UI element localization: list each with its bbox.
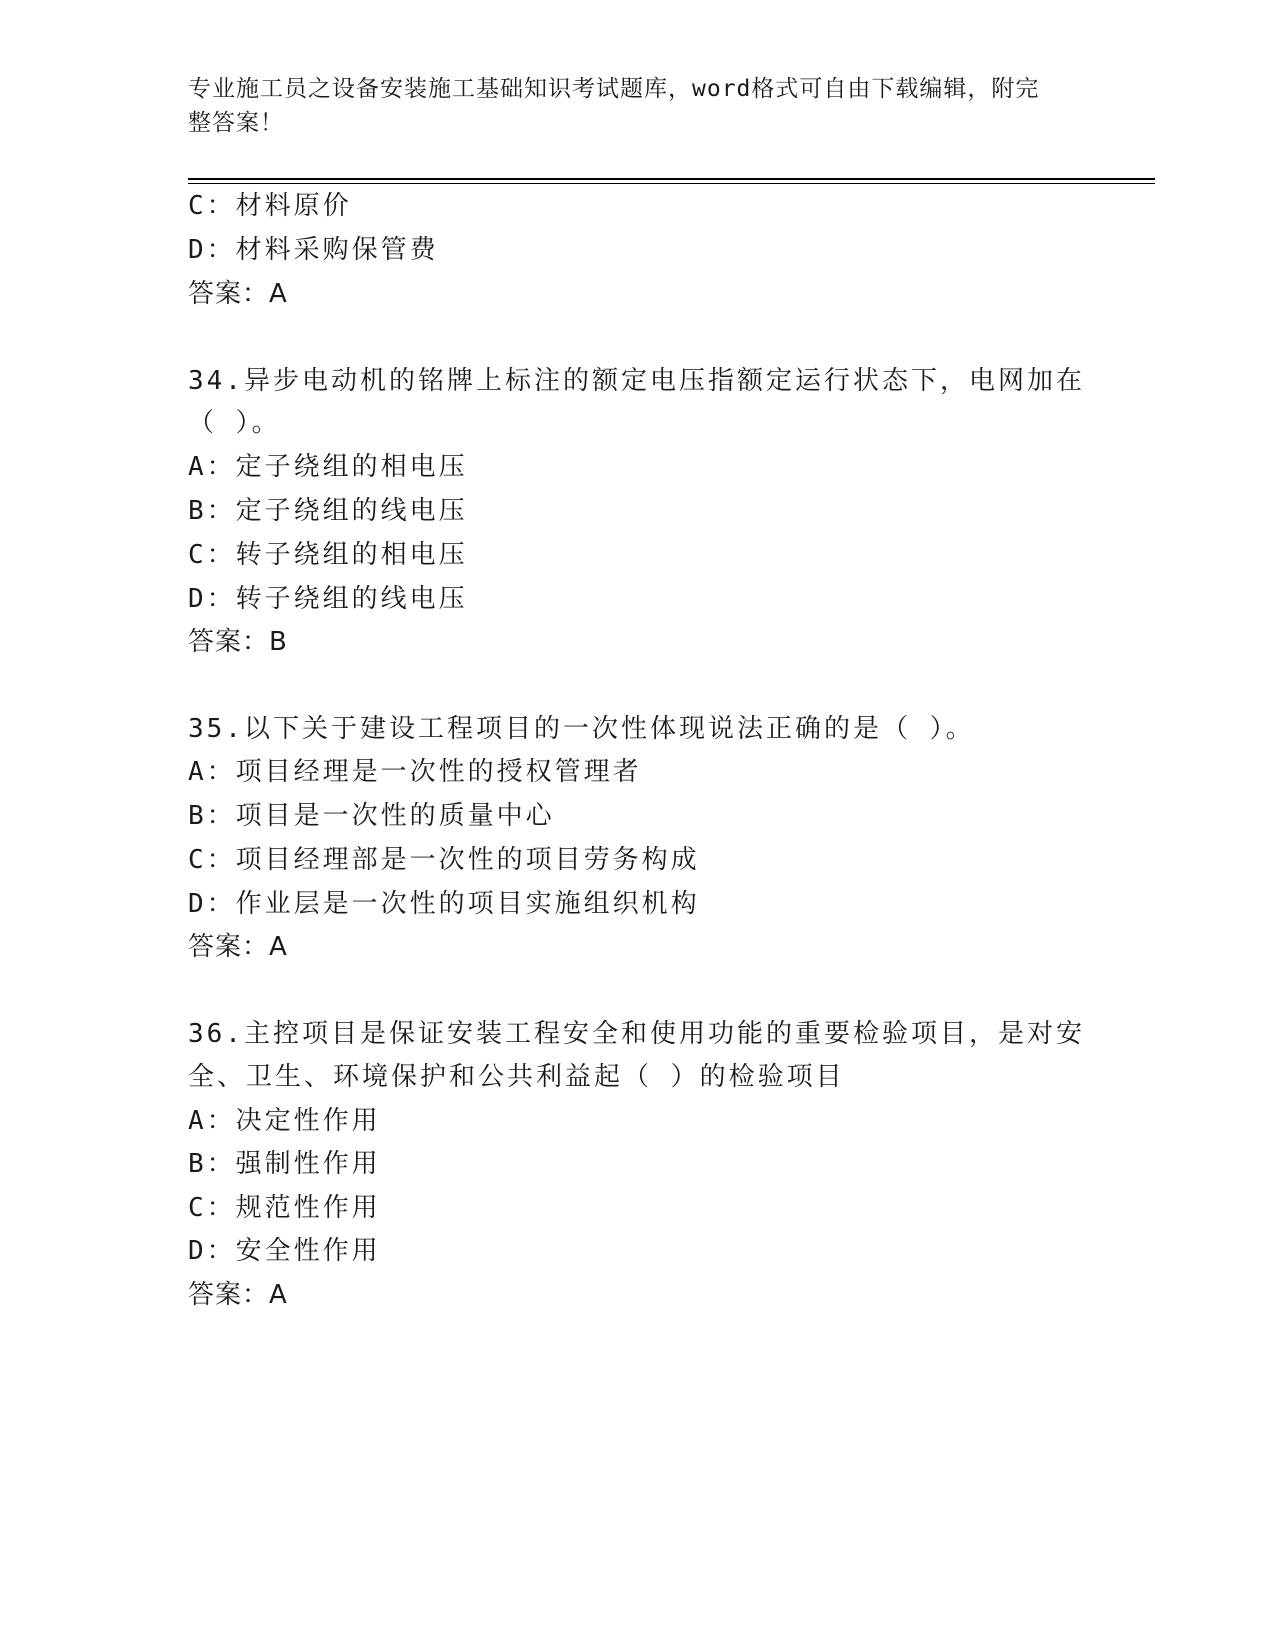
header-divider-thin — [188, 183, 1155, 184]
question-stem-34-continued: （ ）。 — [188, 408, 281, 438]
option-a: A：决定性作用 — [188, 1106, 381, 1136]
header-title-line-2: 整答案！ — [188, 110, 284, 136]
option-b: B：定子绕组的线电压 — [188, 496, 468, 526]
question-stem-34: 34.异步电动机的铭牌上标注的额定电压指额定运行状态下，电网加在 — [188, 366, 1085, 396]
option-b: B：项目是一次性的质量中心 — [188, 801, 555, 831]
option-a: A：项目经理是一次性的授权管理者 — [188, 757, 642, 787]
option-c: C：材料原价 — [188, 191, 352, 221]
header-title-line-1: 专业施工员之设备安装施工基础知识考试题库，word格式可自由下载编辑，附完 — [188, 76, 1040, 102]
option-a: A：定子绕组的相电压 — [188, 452, 468, 482]
header-divider-thick — [188, 178, 1155, 180]
answer-line: 答案：A — [188, 932, 288, 962]
option-c: C：项目经理部是一次性的项目劳务构成 — [188, 845, 700, 875]
answer-line: 答案：B — [188, 627, 288, 657]
option-c: C：规范性作用 — [188, 1193, 381, 1223]
option-c: C：转子绕组的相电压 — [188, 540, 468, 570]
option-b: B：强制性作用 — [188, 1149, 381, 1179]
answer-line: 答案：A — [188, 279, 288, 309]
option-d: D：转子绕组的线电压 — [188, 584, 468, 614]
question-stem-35: 35.以下关于建设工程项目的一次性体现说法正确的是（ ）。 — [188, 714, 975, 744]
option-d: D：安全性作用 — [188, 1236, 381, 1266]
option-d: D：作业层是一次性的项目实施组织机构 — [188, 889, 700, 919]
document-header — [188, 72, 1088, 140]
option-d: D：材料采购保管费 — [188, 235, 439, 265]
answer-line: 答案：A — [188, 1280, 288, 1310]
question-stem-36: 36.主控项目是保证安装工程安全和使用功能的重要检验项目，是对安 — [188, 1019, 1085, 1049]
question-stem-36-continued: 全、卫生、环境保护和公共利益起（ ）的检验项目 — [188, 1062, 845, 1092]
